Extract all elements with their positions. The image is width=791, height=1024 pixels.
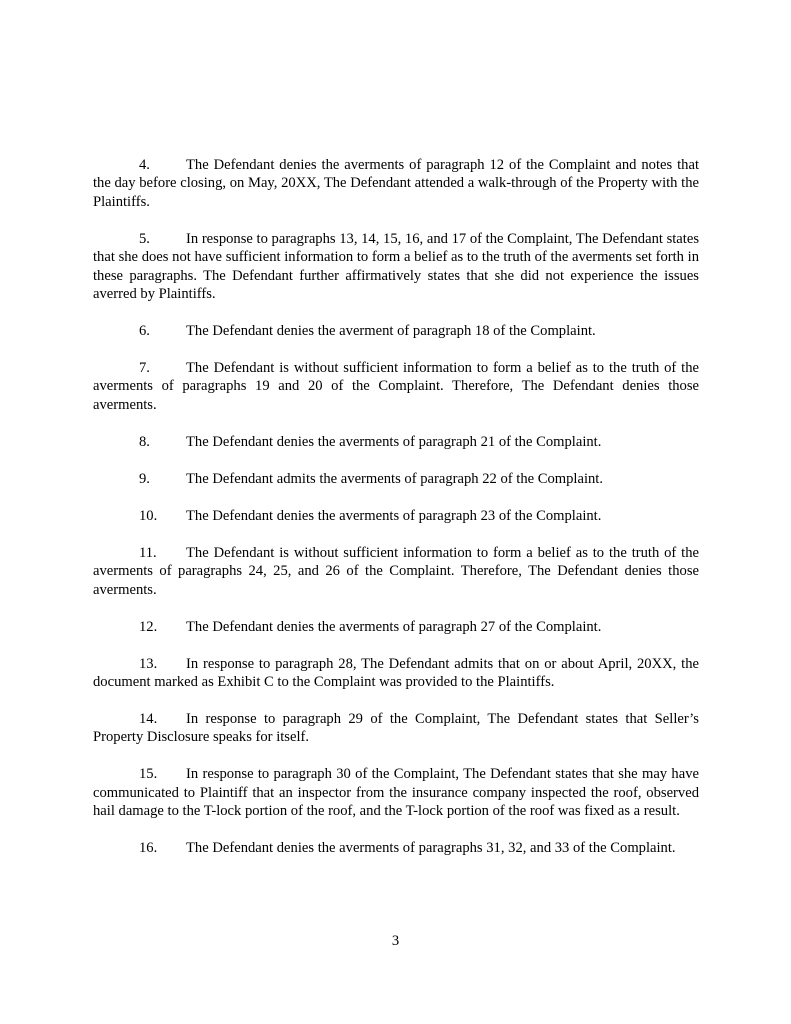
paragraph-text: The Defendant denies the averments of paragraphs 31, 32, and 33 of the Complaint. [186,840,676,857]
paragraph-text: In response to paragraph 28, The Defendant admits that on or about April, 20XX, the document marked as Exhibit C to the Complaint was provided to the Plaintiffs. [93,655,699,691]
paragraph-5 [93,230,699,304]
paragraph-text: The Defendant is without sufficient information to form a belief as to the truth of the averments of paragraphs 24, 25, and 26 of the Complaint. Therefore, The Defendant denies those averments. [93,544,699,598]
paragraph-10 [93,507,699,525]
paragraph-4 [93,156,699,211]
paragraph-text: In response to paragraph 30 of the Complaint, The Defendant states that she may have communicated to Plaintiff that an inspector from the insurance company inspected the roof, observed hail damage to the T-lock portion of the roof, and the T-lock portion of the roof was fixed as a result. [93,766,699,820]
paragraph-number: 6. [139,323,150,340]
paragraph-8 [93,433,699,451]
paragraph-number: 10. [139,507,158,524]
paragraph-number: 11. [139,544,157,561]
paragraph-text: In response to paragraph 29 of the Complaint, The Defendant states that Seller’s Property Disclosure speaks for itself. [93,711,699,746]
paragraph-number: 16. [139,840,158,857]
paragraph-7 [93,359,699,414]
paragraph-number: 14. [139,711,158,728]
paragraph-16 [93,839,699,857]
paragraph-text: The Defendant denies the averments of paragraph 23 of the Complaint. [186,507,602,524]
paragraph-number: 5. [139,230,150,247]
paragraph-number: 9. [139,470,150,487]
paragraph-text: The Defendant denies the averments of paragraph 27 of the Complaint. [186,618,602,635]
paragraph-text: The Defendant denies the averment of paragraph 18 of the Complaint. [186,323,596,340]
paragraph-text: The Defendant denies the averments of paragraph 12 of the Complaint and notes that the day before closing, on May, 20XX, The Defendant attended a walk-through of the Property with the Plaintiffs. [93,157,699,210]
document-body [93,156,699,876]
paragraph-number: 15. [139,766,158,783]
paragraph-number: 4. [139,157,150,173]
paragraph-text: In response to paragraphs 13, 14, 15, 16, and 17 of the Complaint, The Defendant states that she does not have sufficient information to form a belief as to the truth of the averments set forth in these paragraphs. The Defendant further affirmatively states that she did not experience the issues averred by Plaintiffs. [93,230,699,303]
paragraph-text: The Defendant is without sufficient information to form a belief as to the truth of the averments of paragraphs 19 and 20 of the Complaint. Therefore, The Defendant denies those averments. [93,360,699,413]
paragraph-13 [93,655,699,692]
paragraph-number: 13. [139,655,158,672]
paragraph-11 [93,544,699,599]
paragraph-number: 7. [139,360,150,377]
paragraph-6 [93,322,699,340]
paragraph-14 [93,710,699,747]
paragraph-12 [93,618,699,636]
paragraph-text: The Defendant admits the averments of paragraph 22 of the Complaint. [186,470,604,487]
paragraph-9 [93,470,699,488]
paragraph-number: 12. [139,618,158,635]
page-number: 3 [391,933,400,949]
paragraph-15 [93,765,699,820]
paragraph-text: The Defendant denies the averments of paragraph 21 of the Complaint. [186,433,602,450]
paragraph-number: 8. [139,433,150,450]
